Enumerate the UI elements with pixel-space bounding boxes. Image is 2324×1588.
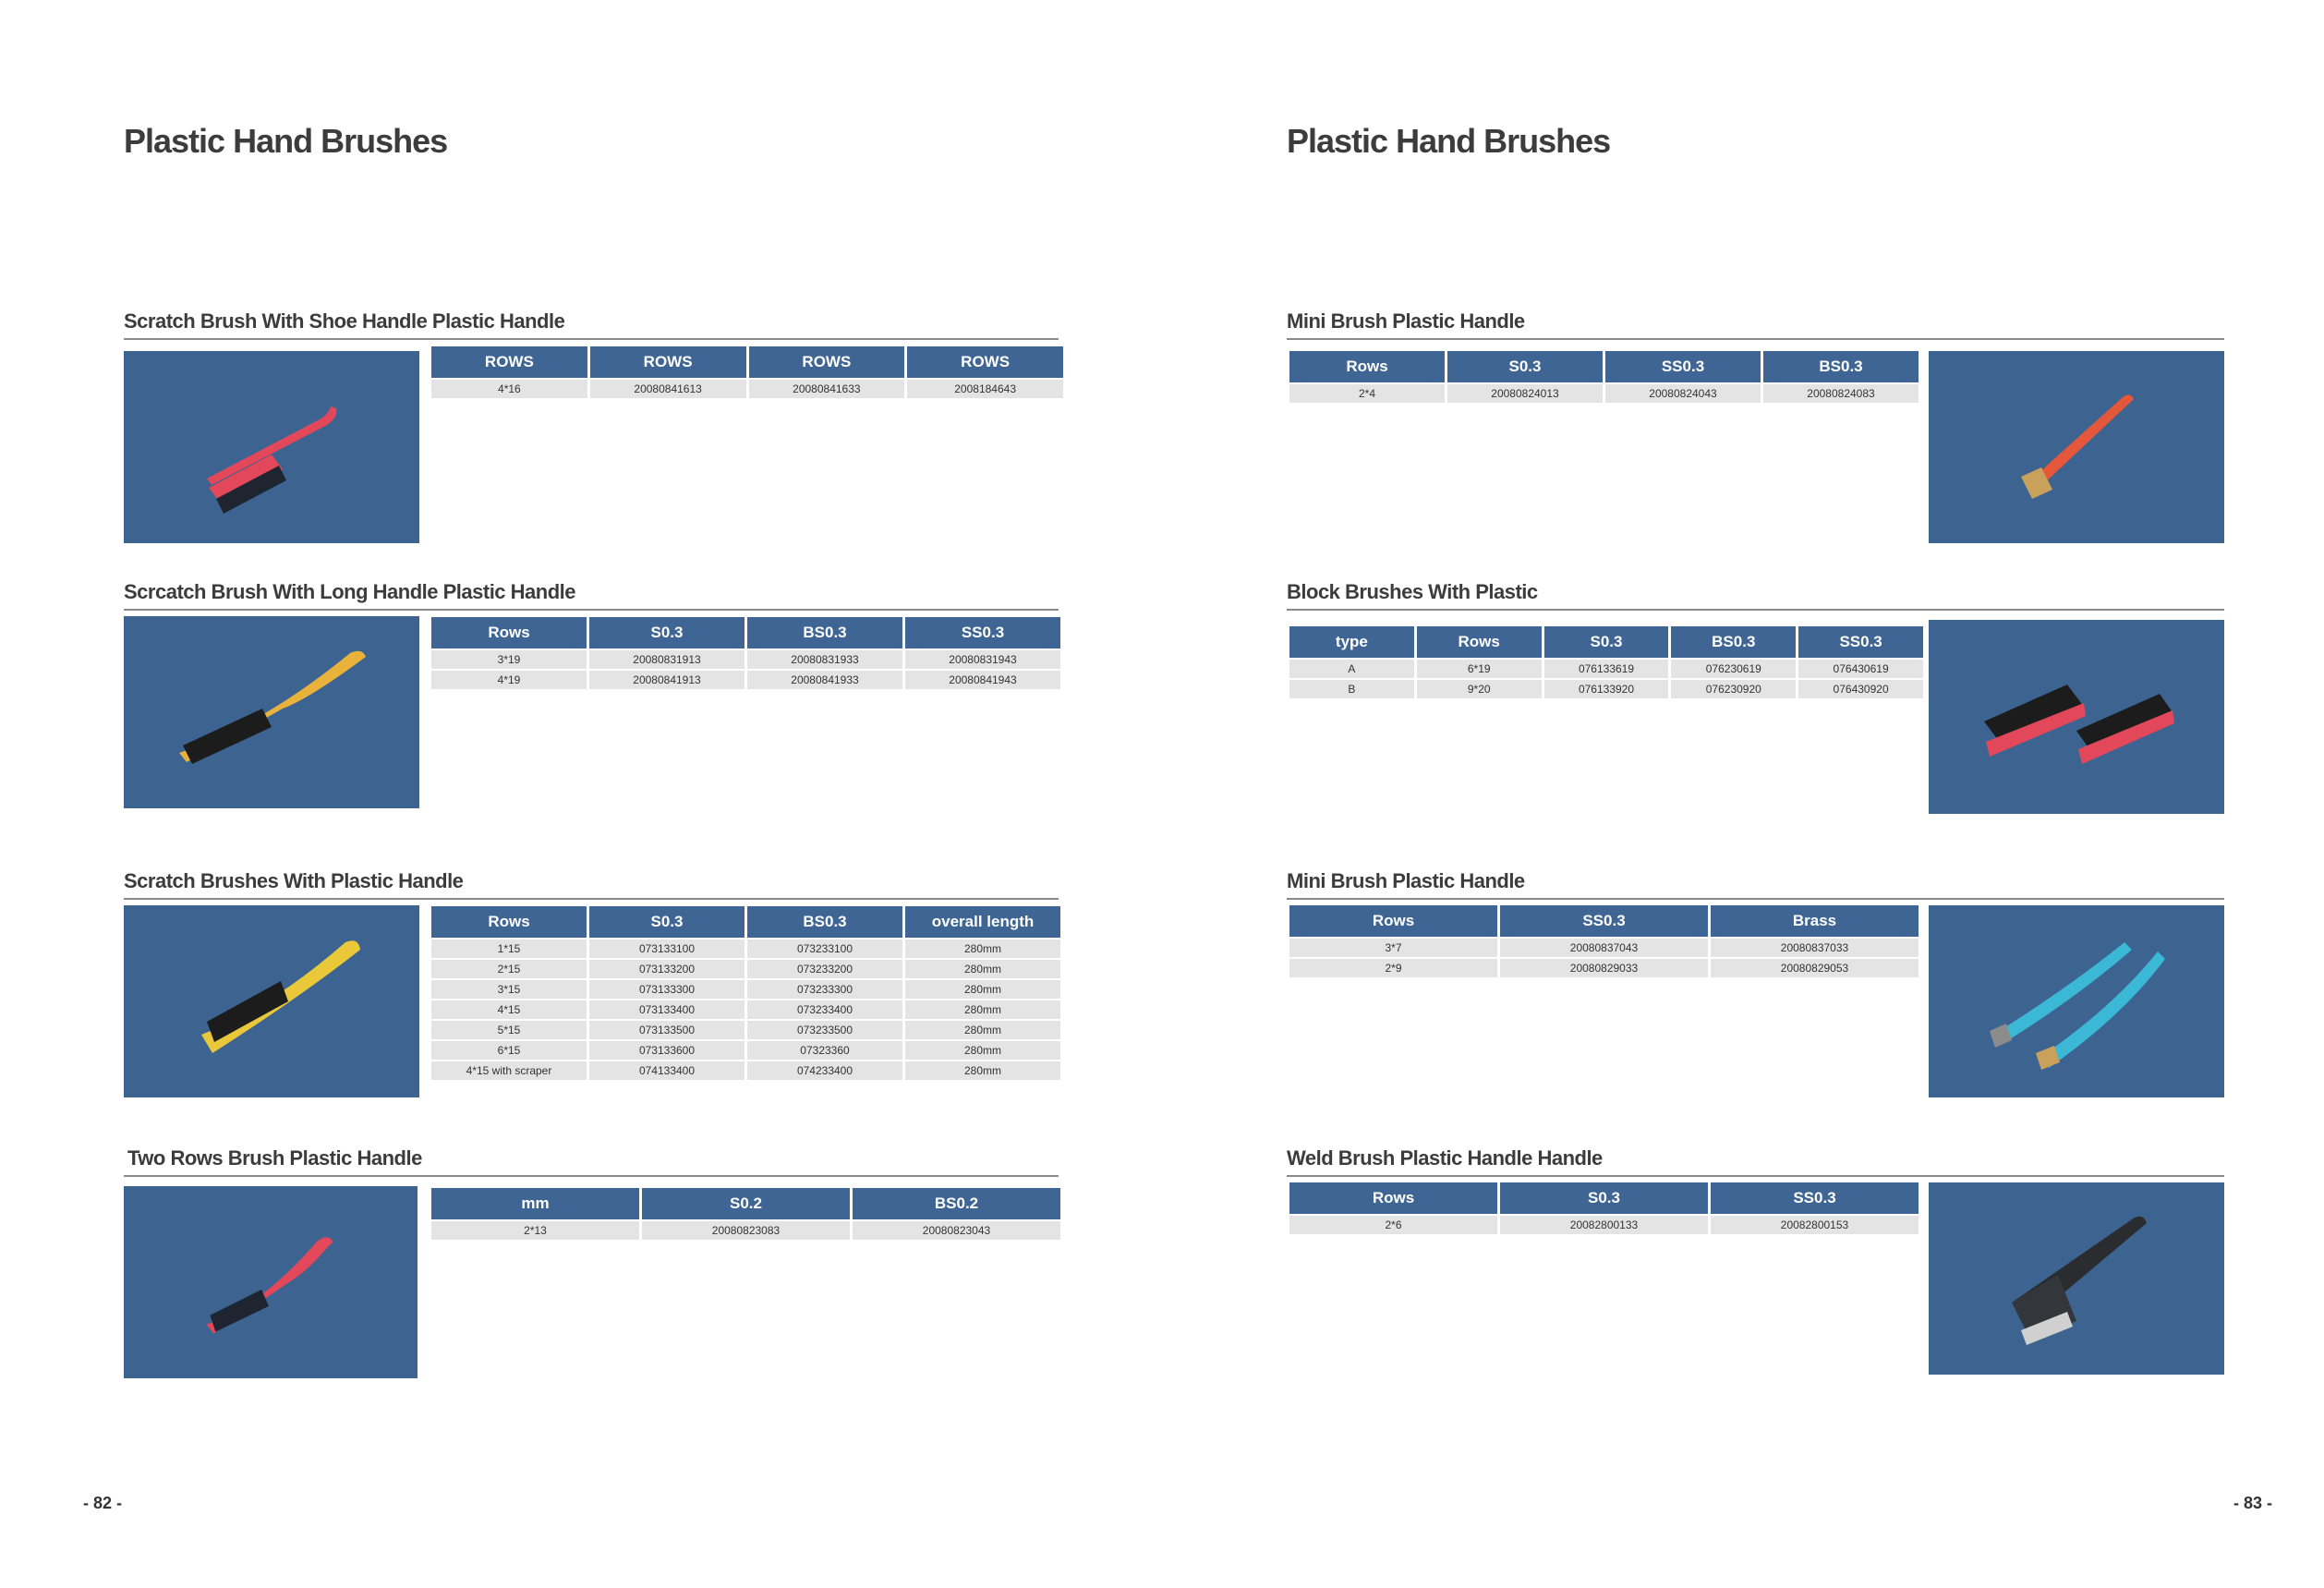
table-row <box>1289 959 1919 977</box>
table-header: Rows <box>1289 351 1445 382</box>
table-cell: 4*16 <box>431 380 587 398</box>
table-header: Rows <box>1417 626 1542 658</box>
table-cell: 073133200 <box>589 960 744 978</box>
table-header: mm <box>431 1188 639 1219</box>
table-header: S0.3 <box>1500 1182 1708 1214</box>
table-header: SS0.3 <box>905 617 1060 649</box>
table-header: type <box>1289 626 1414 658</box>
table-cell: 076133619 <box>1544 660 1669 678</box>
table-cell: 073133500 <box>589 1021 744 1039</box>
table-cell: 074133400 <box>589 1061 744 1080</box>
table-cell: 20082800153 <box>1711 1216 1919 1234</box>
table-cell: 20080831933 <box>747 650 902 669</box>
section-title: Mini Brush Plastic Handle <box>1287 868 2224 900</box>
table-cell: 20080823083 <box>642 1221 850 1240</box>
page-number-right: - 83 - <box>2233 1494 2273 1512</box>
table-cell: 073133400 <box>589 1000 744 1019</box>
table-header: BS0.3 <box>1671 626 1796 658</box>
table-cell: 4*19 <box>431 671 587 689</box>
table-cell: 280mm <box>905 1041 1060 1060</box>
table-cell: 280mm <box>905 1000 1060 1019</box>
table-header-row <box>431 1188 1060 1219</box>
table-row <box>431 980 1060 999</box>
spec-table-mini-brush <box>1287 349 1921 405</box>
page-number-left: - 82 - <box>83 1494 123 1512</box>
table-header: Rows <box>431 906 587 938</box>
table-header: S0.3 <box>589 617 744 649</box>
table-row <box>431 1041 1060 1060</box>
spec-table-two-rows <box>429 1186 1063 1242</box>
table-cell: 076430920 <box>1798 680 1923 698</box>
table-cell: 20080831943 <box>905 650 1060 669</box>
table-cell: 073133600 <box>589 1041 744 1060</box>
table-cell: 20080841913 <box>589 671 744 689</box>
table-header: Brass <box>1711 905 1919 937</box>
table-cell: 073233500 <box>747 1021 902 1039</box>
table-row <box>431 650 1060 669</box>
table-cell: 20080841943 <box>905 671 1060 689</box>
table-cell: 076133920 <box>1544 680 1669 698</box>
table-header: Rows <box>1289 905 1497 937</box>
table-header: S0.3 <box>1544 626 1669 658</box>
section-mini-brush-blue <box>1287 868 2224 900</box>
table-cell: 074233400 <box>747 1061 902 1080</box>
table-cell: 9*20 <box>1417 680 1542 698</box>
table-cell: 280mm <box>905 939 1060 958</box>
table-cell: 4*15 <box>431 1000 587 1019</box>
table-header: Rows <box>431 617 587 649</box>
table-cell: 280mm <box>905 960 1060 978</box>
section-weld-brush <box>1287 1146 2224 1177</box>
product-photo-long-handle <box>124 616 419 808</box>
table-header-row <box>431 906 1060 938</box>
table-cell: 20080824043 <box>1605 384 1761 403</box>
table-row <box>1289 939 1919 957</box>
product-photo-shoe-handle <box>124 351 419 543</box>
table-header: ROWS <box>590 346 746 378</box>
table-cell: 280mm <box>905 1061 1060 1080</box>
table-cell: 2*9 <box>1289 959 1497 977</box>
table-header: S0.3 <box>1447 351 1603 382</box>
product-photo-block-brushes <box>1929 620 2224 814</box>
product-photo-plastic-handle <box>124 905 419 1097</box>
table-header: SS0.3 <box>1711 1182 1919 1214</box>
table-cell: 073133100 <box>589 939 744 958</box>
table-header: S0.2 <box>642 1188 850 1219</box>
table-cell: 20080829053 <box>1711 959 1919 977</box>
section-shoe-handle <box>124 309 1059 340</box>
section-long-handle <box>124 579 1059 611</box>
table-row <box>1289 1216 1919 1234</box>
table-cell: 20080841633 <box>749 380 905 398</box>
table-header-row <box>1289 1182 1919 1214</box>
table-cell: 5*15 <box>431 1021 587 1039</box>
table-cell: 076230619 <box>1671 660 1796 678</box>
table-header: BS0.2 <box>853 1188 1060 1219</box>
table-row <box>1289 660 1923 678</box>
table-header: BS0.3 <box>747 617 902 649</box>
table-header-row <box>431 346 1063 378</box>
spec-table-long-handle <box>429 615 1063 691</box>
table-header-row <box>1289 626 1923 658</box>
table-cell: 2*4 <box>1289 384 1445 403</box>
table-cell: 20080829033 <box>1500 959 1708 977</box>
table-cell: 6*19 <box>1417 660 1542 678</box>
table-cell: 280mm <box>905 1021 1060 1039</box>
table-cell: 076430619 <box>1798 660 1923 678</box>
table-row <box>431 1221 1060 1240</box>
table-cell: 073233400 <box>747 1000 902 1019</box>
section-title: Block Brushes With Plastic <box>1287 579 2224 611</box>
table-cell: 1*15 <box>431 939 587 958</box>
section-plastic-handle <box>124 868 1059 900</box>
product-photo-two-rows <box>124 1186 418 1378</box>
section-title: Scratch Brush With Shoe Handle Plastic Handle <box>124 309 1059 340</box>
table-header: BS0.3 <box>747 906 902 938</box>
table-cell: 076230920 <box>1671 680 1796 698</box>
section-block-brushes <box>1287 579 2224 611</box>
section-title: Mini Brush Plastic Handle <box>1287 309 2224 340</box>
table-header: overall length <box>905 906 1060 938</box>
table-cell: 3*7 <box>1289 939 1497 957</box>
section-two-rows <box>124 1146 1059 1177</box>
table-cell: 6*15 <box>431 1041 587 1060</box>
table-row <box>431 671 1060 689</box>
table-cell: 073233100 <box>747 939 902 958</box>
table-cell: 3*15 <box>431 980 587 999</box>
table-cell: 2008184643 <box>907 380 1063 398</box>
section-mini-brush <box>1287 309 2224 340</box>
table-header-row <box>1289 905 1919 937</box>
product-photo-mini-brush-blue <box>1929 905 2224 1097</box>
table-header: SS0.3 <box>1798 626 1923 658</box>
table-cell: 2*6 <box>1289 1216 1497 1234</box>
table-cell: 20080837043 <box>1500 939 1708 957</box>
page-title-left: Plastic Hand Brushes <box>124 122 448 160</box>
table-row <box>431 939 1060 958</box>
table-row <box>1289 680 1923 698</box>
table-cell: 20080841613 <box>590 380 746 398</box>
table-cell: 20080831913 <box>589 650 744 669</box>
table-header: SS0.3 <box>1500 905 1708 937</box>
section-title: Scratch Brushes With Plastic Handle <box>124 868 1059 900</box>
table-cell: 073233300 <box>747 980 902 999</box>
table-row <box>431 1021 1060 1039</box>
table-cell: 20080823043 <box>853 1221 1060 1240</box>
table-cell: 20080841933 <box>747 671 902 689</box>
table-header: ROWS <box>749 346 905 378</box>
section-title: Weld Brush Plastic Handle Handle <box>1287 1146 2224 1177</box>
table-cell: 20082800133 <box>1500 1216 1708 1234</box>
spec-table-block-brushes <box>1287 624 1926 700</box>
table-cell: 20080824083 <box>1763 384 1919 403</box>
table-cell: 07323360 <box>747 1041 902 1060</box>
table-cell: 20080824013 <box>1447 384 1603 403</box>
table-cell: 4*15 with scraper <box>431 1061 587 1080</box>
page-title-right: Plastic Hand Brushes <box>1287 122 1611 160</box>
table-cell: 2*15 <box>431 960 587 978</box>
table-row <box>431 380 1063 398</box>
table-cell: A <box>1289 660 1414 678</box>
table-header-row <box>431 617 1060 649</box>
table-row <box>431 1000 1060 1019</box>
table-header-row <box>1289 351 1919 382</box>
table-header: Rows <box>1289 1182 1497 1214</box>
table-cell: 073133300 <box>589 980 744 999</box>
spec-table-weld-brush <box>1287 1181 1921 1236</box>
product-photo-mini-brush <box>1929 351 2224 543</box>
product-photo-weld-brush <box>1929 1182 2224 1375</box>
table-cell: B <box>1289 680 1414 698</box>
table-cell: 20080837033 <box>1711 939 1919 957</box>
section-title: Scrcatch Brush With Long Handle Plastic Handle <box>124 579 1059 611</box>
table-header: SS0.3 <box>1605 351 1761 382</box>
spec-table-mini-brush-blue <box>1287 903 1921 979</box>
spec-table-plastic-handle <box>429 904 1063 1082</box>
table-cell: 073233200 <box>747 960 902 978</box>
table-header: BS0.3 <box>1763 351 1919 382</box>
section-title: Two Rows Brush Plastic Handle <box>124 1146 1059 1177</box>
table-row <box>1289 384 1919 403</box>
table-cell: 3*19 <box>431 650 587 669</box>
table-row <box>431 1061 1060 1080</box>
table-cell: 2*13 <box>431 1221 639 1240</box>
table-row <box>431 960 1060 978</box>
table-cell: 280mm <box>905 980 1060 999</box>
table-header: ROWS <box>907 346 1063 378</box>
spec-table-shoe-handle <box>429 345 1066 400</box>
table-header: S0.3 <box>589 906 744 938</box>
table-header: ROWS <box>431 346 587 378</box>
